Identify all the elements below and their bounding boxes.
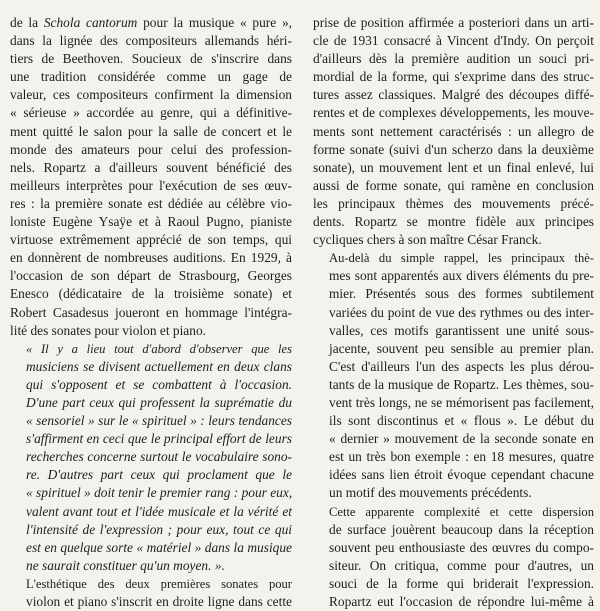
text-line: l'occasion de son départ de Strasbourg, Georges bbox=[10, 268, 292, 284]
text-line: violon et piano s'inscrit en droite ligne dans cette bbox=[26, 594, 292, 609]
text-line: de la Schola cantorum pour la musique « pure », bbox=[10, 15, 293, 30]
quote-line: ne saurait constituer qu'un moyen. ». bbox=[26, 557, 225, 573]
text-line: Au-delà du simple rappel, les principaux thè- bbox=[329, 251, 594, 266]
text-line: rentes et de complexes développements, les mouve- bbox=[313, 105, 594, 121]
paragraph-prise-de-position bbox=[313, 14, 594, 249]
text-line: ment quitté le salon pour la salle de concert et le bbox=[10, 123, 292, 139]
text-line: loniste Eugène Ysaÿe et à Raoul Pugno, pianiste bbox=[10, 214, 292, 230]
text-line: souvent peu enthousiaste des œuvres du compo- bbox=[329, 539, 594, 555]
text-line: Robert Casadesus joueront en hommage l'intégra- bbox=[10, 304, 292, 320]
text-line: siteur. On critiqua, comme pour d'autres, un bbox=[329, 557, 594, 573]
text-line: variées du point de vue des rythmes ou des inter- bbox=[329, 304, 594, 320]
text-line: nels. Ropartz a d'ailleurs souvent bénéficié des bbox=[10, 159, 292, 175]
text-line: idées sans lien étroit évoque cependant chacune bbox=[329, 467, 594, 483]
right-column bbox=[313, 14, 594, 611]
quote-line: recherches concerne surtout le vocabulaire sono- bbox=[26, 449, 292, 465]
quote-line: est en quelque sorte « matériel » dans la musique bbox=[26, 539, 292, 555]
text-line: les principaux thèmes des mouvements précé- bbox=[313, 195, 594, 211]
text-line: lité des sonates pour violon et piano. bbox=[10, 322, 206, 338]
text-line: prise de position affirmée a posteriori dans un arti- bbox=[313, 15, 594, 30]
text-line: aussi de forme sonate, qui ramène en conclusion bbox=[313, 177, 594, 193]
text-line: sonate), un mouvement lent et un final enlevé, lui bbox=[313, 159, 594, 175]
text-line: cle de 1931 consacré à Vincent d'Indy. On perçoit bbox=[313, 33, 594, 49]
left-column bbox=[10, 14, 292, 611]
text-line: tants de la musique de Ropartz. Les thèmes, sou- bbox=[329, 376, 594, 392]
text-line: souci de la forme qui briderait l'expression. bbox=[329, 575, 594, 591]
quote-line: D'une part ceux qui professent la suprématie du bbox=[26, 394, 292, 410]
text-line: « dernier » mouvement de la seconde sonate en bbox=[329, 431, 594, 447]
text-line: tures assez classiques. Malgré des découpes diffé- bbox=[313, 87, 594, 103]
text-line: res : la première sonate est dédiée au célèbre vio- bbox=[10, 195, 292, 211]
paragraph-themes bbox=[313, 249, 594, 502]
text-line: un motif des mouvements précédents. bbox=[329, 485, 532, 501]
text-line: jacente, souvent peu sensible au premier plan. bbox=[329, 340, 594, 356]
text-line: d'ailleurs dès la première audition un souci pri- bbox=[313, 51, 594, 67]
quote-line: « Il y a lieu tout d'abord d'observer que les bbox=[26, 341, 292, 356]
quote-line: « sensoriel » sur le « spirituel » : leurs tendances bbox=[26, 413, 292, 429]
text-line: « sérieuse » accordée au genre, qui a définitive- bbox=[10, 105, 292, 121]
text-line: virtuose extrêmement apprécié de son temps, qui bbox=[10, 232, 292, 248]
text-line: ils sont discontinus et « flous ». Le début du bbox=[329, 413, 594, 429]
text-line: cycliques chers à son maître César Franck. bbox=[313, 232, 542, 248]
text-line: de surface jouèrent beaucoup dans la réception bbox=[329, 521, 594, 537]
text-line: tiers de Beethoven. Soucieux de s'inscrire dans bbox=[10, 51, 292, 67]
text-line: forme sonate (suivi d'un scherzo dans la deuxième bbox=[313, 141, 594, 157]
text-line: valles, ces motifs garantissent une unité sous- bbox=[329, 322, 594, 338]
quote-paragraph bbox=[10, 340, 292, 575]
quote-line: l'intensité de l'expression ; pour eux, tout ce qui bbox=[26, 521, 292, 537]
text-line: monde des amateurs pour celui des profession- bbox=[10, 141, 292, 157]
text-line: mordial de la forme, qui s'exprime dans des struc- bbox=[313, 69, 594, 85]
text-line: Ropartz eut l'occasion de répondre lui-même à bbox=[329, 594, 594, 609]
paragraph-complexite bbox=[313, 503, 594, 611]
quote-line: re. D'autres part ceux qui proclament que le bbox=[26, 467, 292, 483]
quote-line: qui s'opposent et se combattent à l'occasion. bbox=[26, 376, 292, 392]
text-line: ments sont nettement caractérisés : un allegro de bbox=[313, 123, 594, 139]
text-line: L'esthétique des deux premières sonates pour bbox=[26, 576, 292, 591]
text-line: est un très bon exemple : en 18 mesures, quatre bbox=[329, 449, 594, 465]
text-line: dans la lignée des compositeurs allemands héri- bbox=[10, 33, 292, 49]
text-line: vent très longs, ne se mémorisent pas facilement, bbox=[329, 394, 594, 410]
text-line: dents. Ropartz se montre fidèle aux principes bbox=[313, 214, 594, 230]
text-line: en donnèrent de nombreuses auditions. En 1929, à bbox=[10, 250, 292, 266]
text-line: meilleurs interprètes pour l'exécution de ses œuv- bbox=[10, 177, 292, 193]
quote-line: musiciens se divisent actuellement en deux clans bbox=[26, 358, 292, 374]
paragraph-schola bbox=[10, 14, 292, 340]
text-line: Enesco (dédicataire de la troisième sonate) et bbox=[10, 286, 292, 302]
text-line: mes sont apparentés aux divers éléments du pre- bbox=[329, 268, 594, 284]
text-line: valeur, ces compositeurs confirment la dimension bbox=[10, 87, 292, 103]
text-line: C'est d'ailleurs l'un des aspects les plus dérou- bbox=[329, 358, 594, 374]
paragraph-esthetique bbox=[10, 575, 292, 611]
text-line: mier. Présentés sous des formes subtilement bbox=[329, 286, 594, 302]
text-line: Cette apparente complexité et cette dispersion bbox=[329, 504, 594, 519]
quote-line: valent avant tout et l'idée musicale et la vérité et bbox=[26, 503, 292, 519]
text-line: une tradition considérée comme un gage de bbox=[10, 69, 292, 85]
quote-line: « spirituel » doit tenir le premier rang : pour eux, bbox=[26, 485, 293, 501]
quote-line: s'affirment en ceci que le principal effort de leurs bbox=[26, 431, 292, 447]
